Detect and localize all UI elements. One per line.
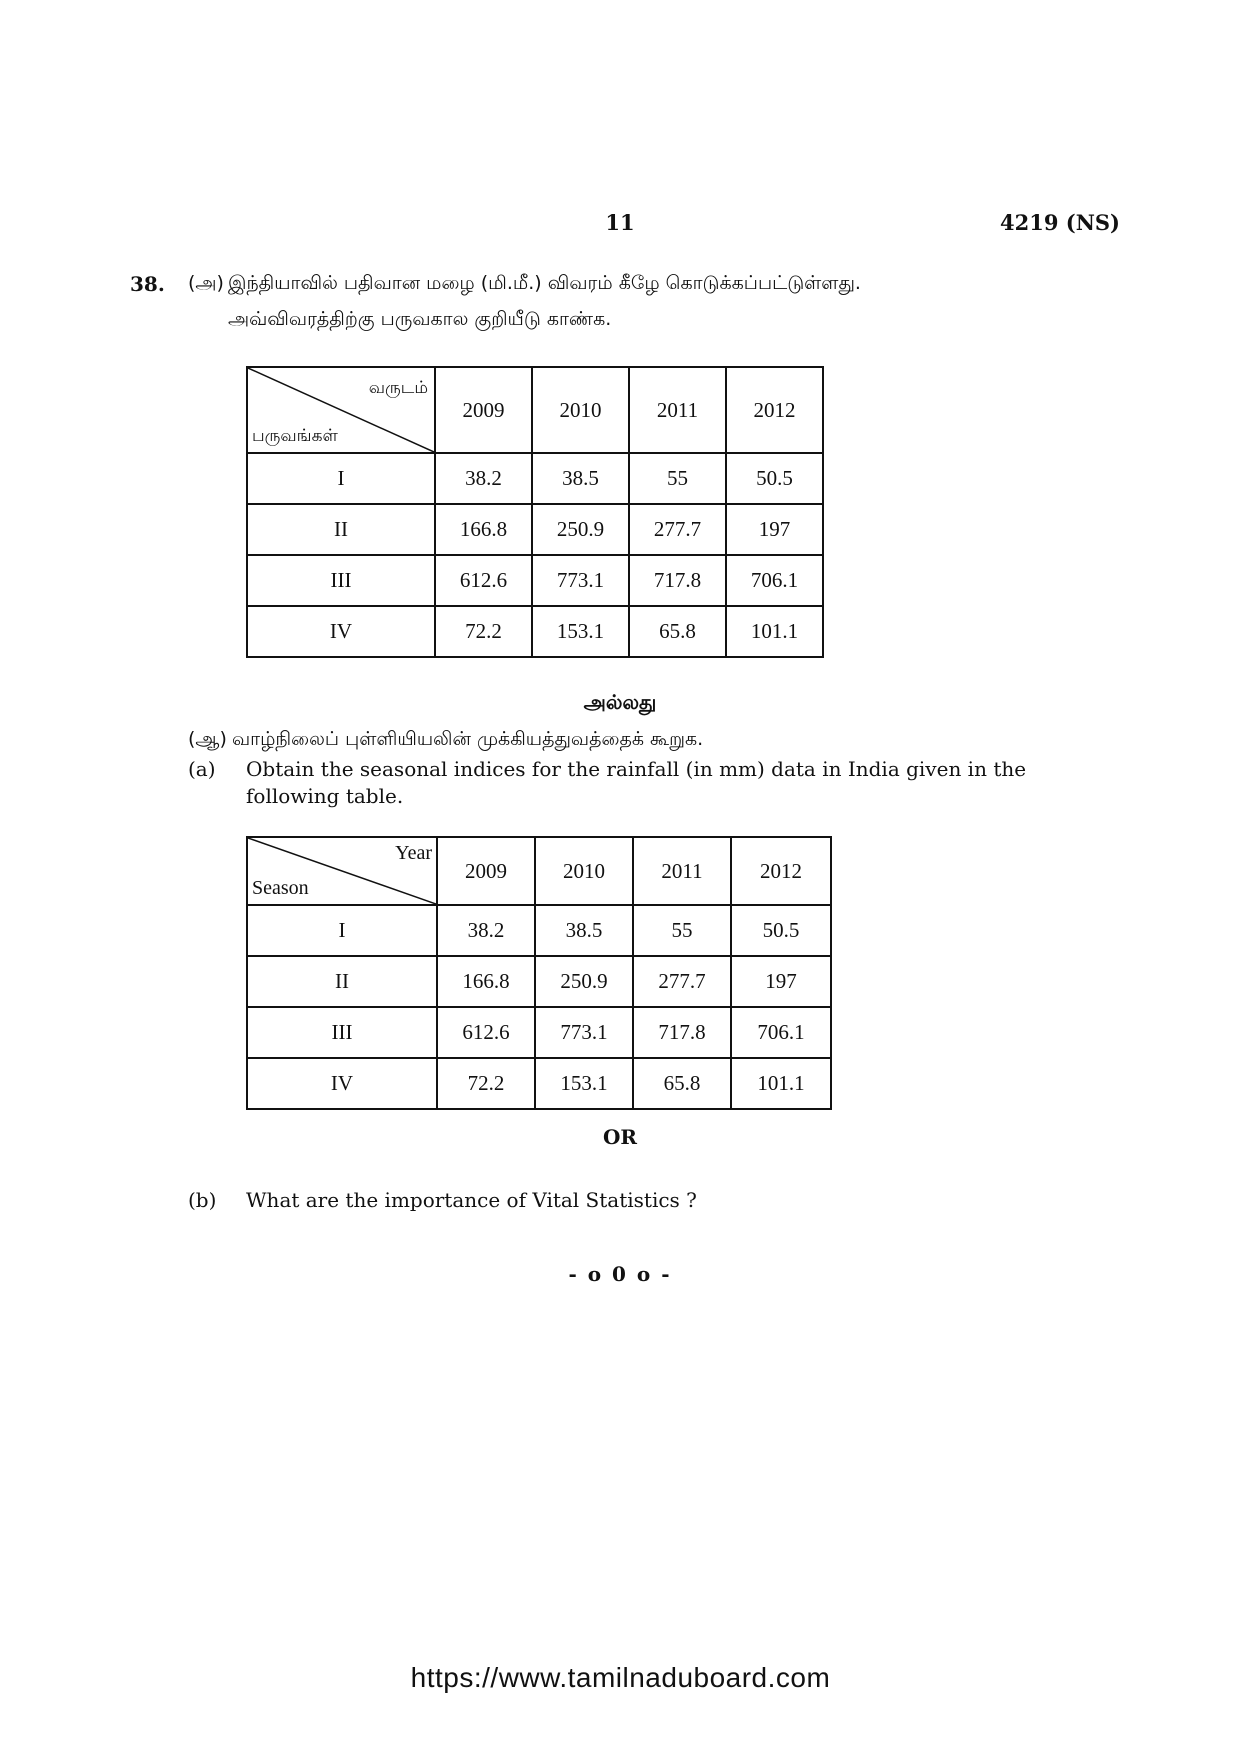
year-header: 2012 — [731, 837, 831, 905]
table-cell: 101.1 — [731, 1058, 831, 1109]
table-cell: 612.6 — [435, 555, 532, 606]
question-number: 38. — [130, 272, 165, 296]
table-cell: 277.7 — [629, 504, 726, 555]
corner-label-year: வருடம் — [368, 378, 428, 398]
table-cell: 773.1 — [532, 555, 629, 606]
eng-b-text: What are the importance of Vital Statistics ? — [246, 1188, 697, 1212]
season-label: I — [247, 453, 435, 504]
table-cell: 166.8 — [435, 504, 532, 555]
year-header: 2010 — [532, 367, 629, 453]
or-separator-tamil: அல்லது — [583, 690, 657, 714]
table-cell: 277.7 — [633, 956, 731, 1007]
table-cell: 250.9 — [535, 956, 633, 1007]
year-header: 2010 — [535, 837, 633, 905]
season-label: IV — [247, 1058, 437, 1109]
table-row — [247, 453, 823, 504]
table-cell: 55 — [629, 453, 726, 504]
tamil-b-text: வாழ்நிலைப் புள்ளியியலின் முக்கியத்துவத்தைக் கூறுக. — [232, 728, 704, 750]
page-number: 11 — [605, 210, 635, 235]
season-label: II — [247, 956, 437, 1007]
table-cell: 153.1 — [535, 1058, 633, 1109]
corner-label-year: Year — [395, 842, 432, 864]
season-label: II — [247, 504, 435, 555]
table-cell: 65.8 — [629, 606, 726, 657]
tamil-b-label: (ஆ) — [188, 728, 227, 750]
table-row — [247, 555, 823, 606]
table-row — [247, 1058, 831, 1109]
table-cell: 101.1 — [726, 606, 823, 657]
or-separator-english: OR — [602, 1125, 638, 1149]
table-cell: 717.8 — [633, 1007, 731, 1058]
table-cell: 717.8 — [629, 555, 726, 606]
table-cell: 197 — [726, 504, 823, 555]
table-header-row — [247, 367, 823, 453]
table-cell: 612.6 — [437, 1007, 535, 1058]
table-cell: 72.2 — [435, 606, 532, 657]
table-cell: 65.8 — [633, 1058, 731, 1109]
tamil-a-label: (அ) — [188, 272, 224, 294]
table-cell: 706.1 — [726, 555, 823, 606]
end-mark: - o 0 o - — [568, 1262, 672, 1286]
season-label: IV — [247, 606, 435, 657]
eng-a-label: (a) — [188, 757, 216, 781]
eng-a-line2: following table. — [246, 784, 404, 808]
season-label: III — [247, 555, 435, 606]
table-cell: 38.2 — [437, 905, 535, 956]
table-cell: 38.5 — [535, 905, 633, 956]
footer-url: https://www.tamilnaduboard.com — [410, 1662, 831, 1693]
table-cell: 706.1 — [731, 1007, 831, 1058]
table-row — [247, 606, 823, 657]
table-cell: 773.1 — [535, 1007, 633, 1058]
corner-label-season: Season — [252, 877, 309, 899]
table-cell: 55 — [633, 905, 731, 956]
table-corner-cell — [247, 367, 435, 453]
corner-label-season: பருவங்கள் — [252, 426, 338, 446]
table-cell: 166.8 — [437, 956, 535, 1007]
eng-b-label: (b) — [188, 1188, 217, 1212]
year-header: 2011 — [633, 837, 731, 905]
tamil-a-line2: அவ்விவரத்திற்கு பருவகால குறியீடு காண்க. — [228, 308, 612, 330]
rainfall-table-tamil — [246, 366, 824, 658]
rainfall-table-english — [246, 836, 832, 1110]
table-row — [247, 905, 831, 956]
paper-code: 4219 (NS) — [1000, 210, 1120, 235]
tamil-a-line1: இந்தியாவில் பதிவான மழை (மி.மீ.) விவரம் கீழே கொடுக்கப்பட்டுள்ளது. — [228, 272, 861, 294]
year-header: 2011 — [629, 367, 726, 453]
table-row — [247, 504, 823, 555]
table-cell: 250.9 — [532, 504, 629, 555]
year-header: 2009 — [435, 367, 532, 453]
table-corner-cell — [247, 837, 437, 905]
table-cell: 72.2 — [437, 1058, 535, 1109]
table-cell: 197 — [731, 956, 831, 1007]
season-label: I — [247, 905, 437, 956]
table-cell: 50.5 — [731, 905, 831, 956]
table-header-row — [247, 837, 831, 905]
table-cell: 38.5 — [532, 453, 629, 504]
season-label: III — [247, 1007, 437, 1058]
table-row — [247, 956, 831, 1007]
eng-a-line1: Obtain the seasonal indices for the rainfall (in mm) data in India given in the — [246, 757, 1027, 781]
table-cell: 50.5 — [726, 453, 823, 504]
year-header: 2009 — [437, 837, 535, 905]
table-row — [247, 1007, 831, 1058]
table-cell: 38.2 — [435, 453, 532, 504]
table-cell: 153.1 — [532, 606, 629, 657]
year-header: 2012 — [726, 367, 823, 453]
